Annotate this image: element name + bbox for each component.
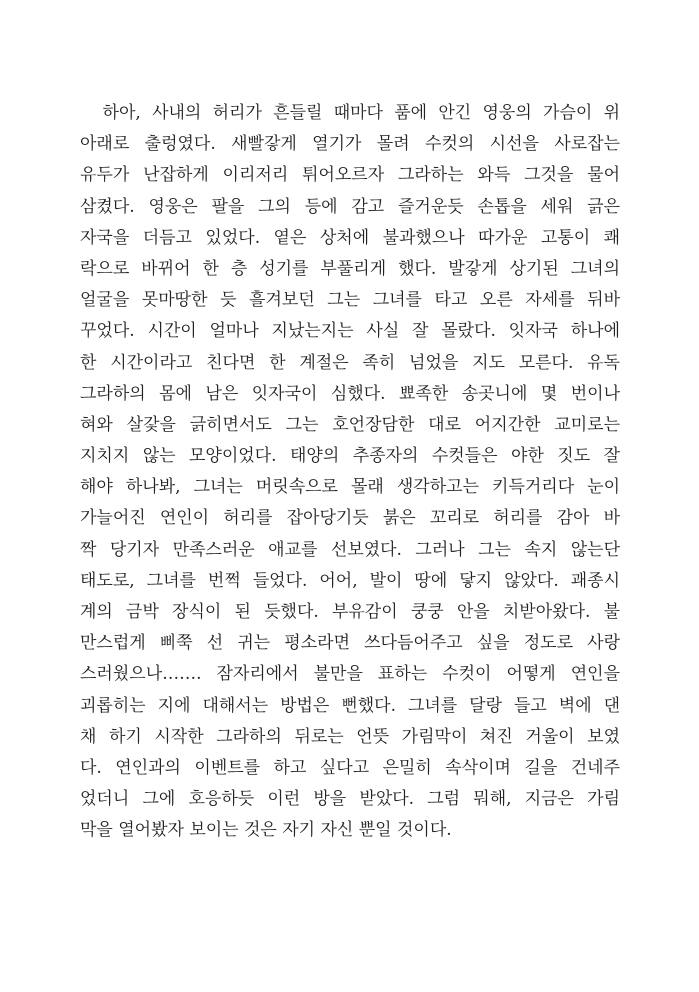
body-text <box>80 98 620 847</box>
text-line: 혀와 살갗을 긁히면서도 그는 호언장담한 대로 어지간한 교미로는 <box>80 414 620 435</box>
text-line: 짝 당기자 만족스러운 애교를 선보였다. 그러나 그는 속지 않는단 <box>80 539 620 560</box>
text-line: 지치지 않는 모양이었다. 태양의 추종자의 수컷들은 야한 짓도 잘 <box>80 446 620 467</box>
text-line: 얼굴을 못마땅한 듯 흘겨보던 그는 그녀를 타고 오른 자세를 뒤바 <box>80 290 620 311</box>
text-line: 스러웠으나……. 잠자리에서 불만을 표하는 수컷이 어떻게 연인을 <box>80 664 620 685</box>
text-line: 채 하기 시작한 그라하의 뒤로는 언뜻 가림막이 쳐진 거울이 보였 <box>80 726 620 747</box>
text-line: 만스럽게 삐쭉 선 귀는 평소라면 쓰다듬어주고 싶을 정도로 사랑 <box>80 633 620 654</box>
text-line: 다. 연인과의 이벤트를 하고 싶다고 은밀히 속삭이며 길을 건네주 <box>80 757 620 778</box>
text-line-last: 막을 열어봤자 보이는 것은 자기 자신 뿐일 것이다. <box>80 820 452 841</box>
text-line: 해야 하나봐, 그녀는 머릿속으로 몰래 생각하고는 키득거리다 눈이 <box>80 477 620 498</box>
text-line: 한 시간이라고 친다면 한 계절은 족히 넘었을 지도 모른다. 유독 <box>80 352 620 373</box>
text-line: 었더니 그에 호응하듯 이런 방을 받았다. 그럼 뭐해, 지금은 가림 <box>80 789 620 810</box>
text-line: 괴롭히는 지에 대해서는 방법은 뻔했다. 그녀를 달랑 들고 벽에 댄 <box>80 695 620 716</box>
text-line: 그라하의 몸에 남은 잇자국이 심했다. 뾰족한 송곳니에 몇 번이나 <box>80 383 620 404</box>
text-line: 가늘어진 연인이 허리를 잡아당기듯 붉은 꼬리로 허리를 감아 바 <box>80 508 620 529</box>
text-line: 계의 금박 장식이 된 듯했다. 부유감이 쿵쿵 안을 치받아왔다. 불 <box>80 602 620 622</box>
text-line: 하아, 사내의 허리가 흔들릴 때마다 품에 안긴 영웅의 가슴이 위 <box>80 103 620 123</box>
text-line: 락으로 바뀌어 한 층 성기를 부풀리게 했다. 발갛게 상기된 그녀의 <box>80 258 620 279</box>
text-line: 태도로, 그녀를 번쩍 들었다. 어어, 발이 땅에 닿지 않았다. 괘종시 <box>80 570 620 591</box>
text-line: 꾸었다. 시간이 얼마나 지났는지는 사실 잘 몰랐다. 잇자국 하나에 <box>80 321 620 342</box>
text-line: 유두가 난잡하게 이리저리 튀어오르자 그라하는 와득 그것을 물어 <box>80 165 620 186</box>
text-line: 삼켰다. 영웅은 팔을 그의 등에 감고 즐거운듯 손톱을 세워 긁은 <box>80 196 620 217</box>
text-line: 자국을 더듬고 있었다. 옅은 상처에 불과했으나 따가운 고통이 쾌 <box>80 227 620 248</box>
text-line: 아래로 출렁였다. 새빨갛게 열기가 몰려 수컷의 시선을 사로잡는 <box>80 134 620 155</box>
